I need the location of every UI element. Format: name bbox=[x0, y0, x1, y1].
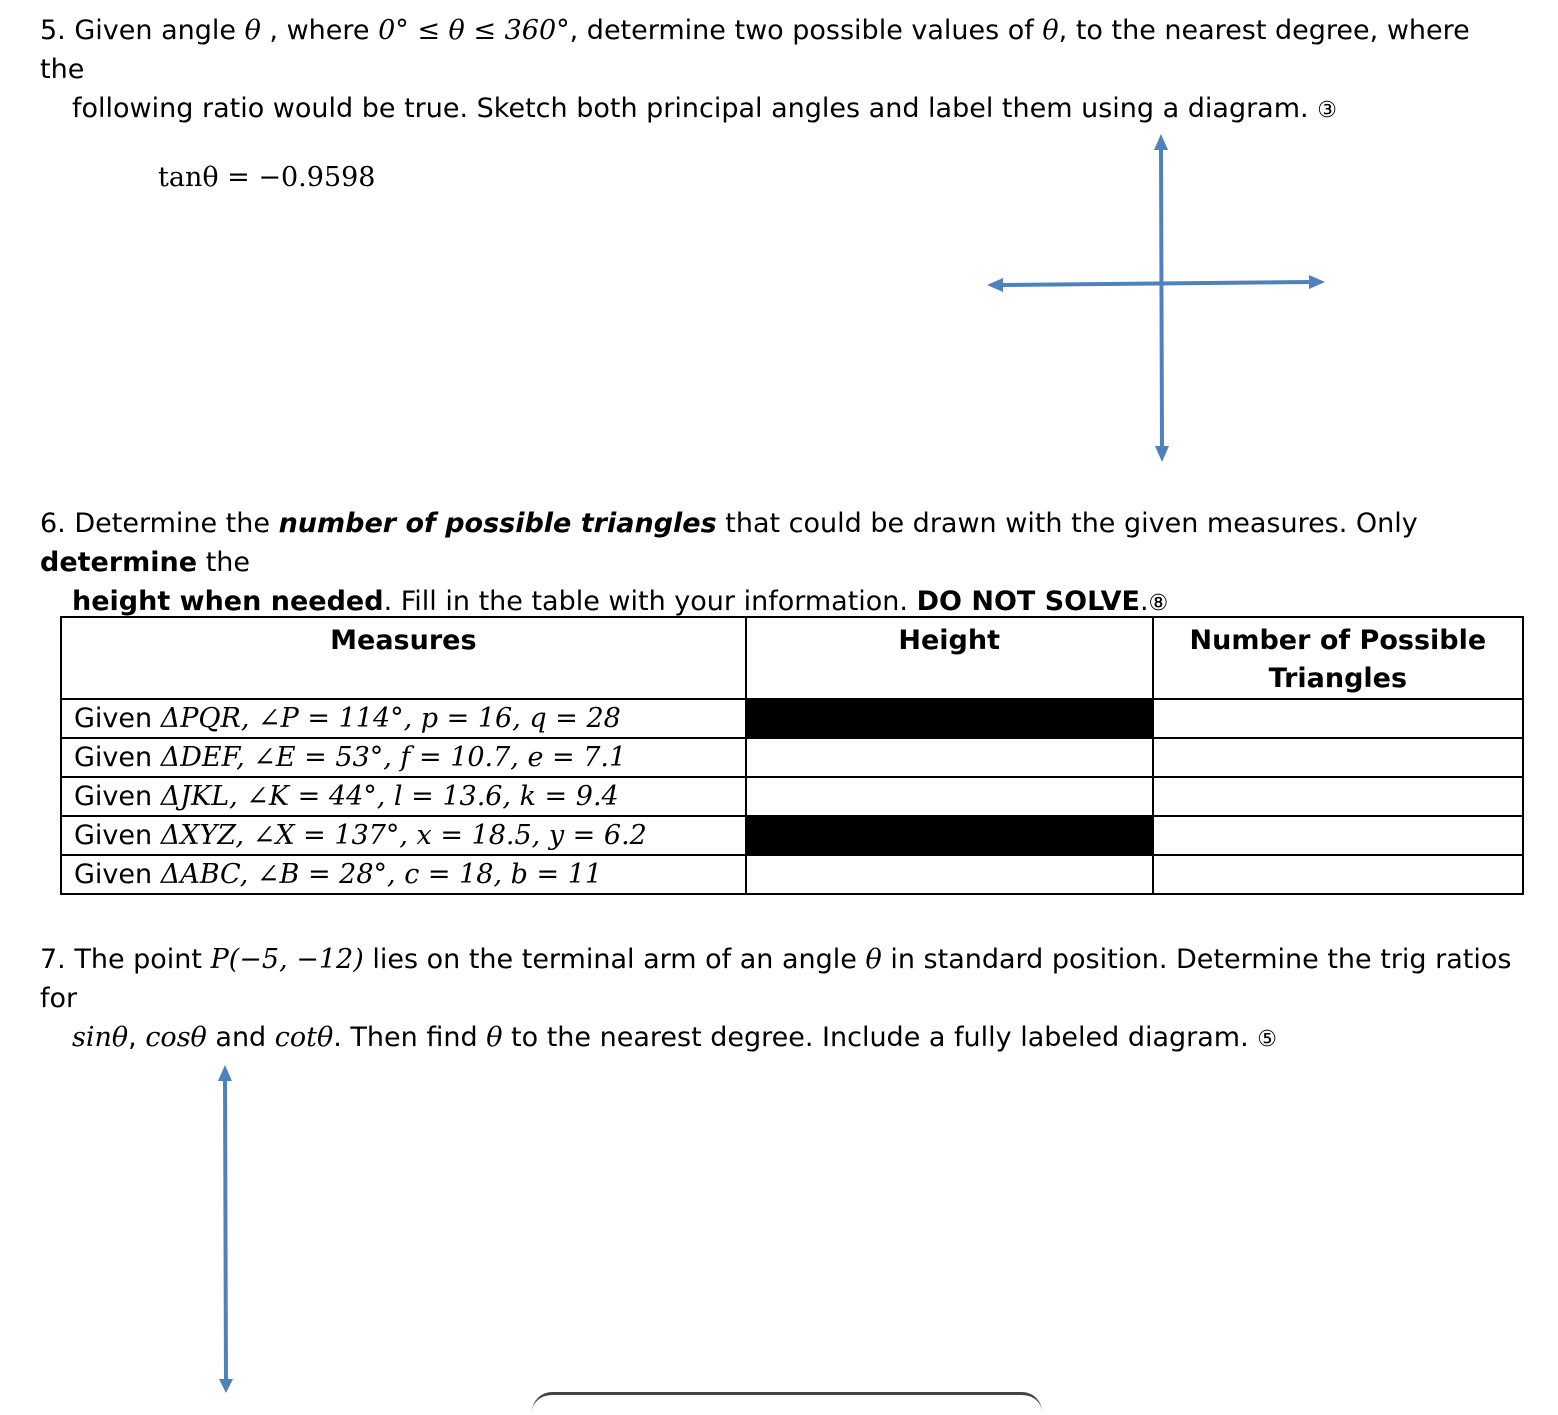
q6-text: . bbox=[1139, 586, 1149, 617]
question-number: 5. bbox=[40, 15, 66, 46]
question-5 bbox=[40, 11, 1520, 130]
measure-cell bbox=[61, 816, 746, 855]
measure-value: ΔJKL, ∠K = 44°, l = 13.6, k = 9.4 bbox=[160, 781, 619, 812]
q7-text: and bbox=[206, 1022, 275, 1053]
height-cell-shaded bbox=[746, 699, 1153, 738]
x-axis-arrow-right bbox=[1309, 275, 1325, 289]
given-label: Given bbox=[74, 703, 161, 734]
marks-badge: ⑧ bbox=[1148, 591, 1169, 616]
given-label: Given bbox=[74, 820, 161, 851]
question-6-line-1 bbox=[40, 504, 1520, 582]
y-axis bbox=[225, 1080, 226, 1386]
theta-symbol: θ bbox=[1042, 15, 1059, 46]
given-label: Given bbox=[74, 742, 161, 773]
angle-range: 0° ≤ θ ≤ 360° bbox=[378, 15, 570, 46]
emphasis-text: number of possible triangles bbox=[278, 508, 717, 539]
q5-text: following ratio would be true. Sketch both principal angles and label them using a diagram. bbox=[72, 93, 1318, 124]
bold-text: DO NOT SOLVE bbox=[916, 586, 1140, 617]
question-7 bbox=[40, 940, 1520, 1059]
question-5-line-2 bbox=[40, 89, 1520, 130]
x-axis bbox=[48, 1058, 66, 1415]
point-coordinates: P(−5, −12) bbox=[210, 944, 364, 975]
bold-text: determine bbox=[40, 547, 198, 578]
table-row bbox=[61, 777, 1523, 816]
measure-cell bbox=[61, 699, 746, 738]
q5-text: , to the nearest degree, where the bbox=[40, 15, 1470, 85]
height-cell-shaded bbox=[746, 816, 1153, 855]
question-6 bbox=[40, 504, 1520, 623]
q7-text: , bbox=[128, 1022, 146, 1053]
q7-text: in standard position. Determine the trig ratios for bbox=[40, 944, 1512, 1014]
page-edge-bar bbox=[532, 1392, 1042, 1415]
tan-equation: tanθ = −0.9598 bbox=[158, 162, 376, 193]
q7-text: to the nearest degree. Include a fully labeled diagram. bbox=[502, 1022, 1258, 1053]
q5-text: , determine two possible values of bbox=[569, 15, 1043, 46]
answer-cell[interactable] bbox=[1153, 816, 1523, 855]
header-number-of-triangles: Number of Possible Triangles bbox=[1153, 617, 1523, 699]
given-label: Given bbox=[74, 859, 161, 890]
theta-symbol: θ bbox=[865, 944, 882, 975]
triangles-table bbox=[60, 616, 1524, 895]
y-axis-arrow-up bbox=[1154, 134, 1168, 150]
answer-cell[interactable] bbox=[1153, 855, 1523, 894]
y-axis-arrow-down bbox=[219, 1379, 233, 1393]
cot-ratio: cotθ bbox=[274, 1022, 334, 1053]
q7-text: lies on the terminal arm of an angle bbox=[363, 944, 866, 975]
given-label: Given bbox=[74, 781, 161, 812]
theta-symbol: θ bbox=[486, 1022, 503, 1053]
header-height: Height bbox=[746, 617, 1153, 699]
q6-text: Determine the bbox=[65, 508, 279, 539]
height-cell[interactable] bbox=[746, 738, 1153, 777]
table-row bbox=[61, 855, 1523, 894]
measure-cell bbox=[61, 738, 746, 777]
measure-value: ΔDEF, ∠E = 53°, f = 10.7, e = 7.1 bbox=[160, 742, 627, 773]
q7-axes-diagram bbox=[48, 1060, 398, 1399]
answer-cell[interactable] bbox=[1153, 738, 1523, 777]
table-row bbox=[61, 816, 1523, 855]
theta-symbol: θ bbox=[244, 15, 261, 46]
measure-value: ΔPQR, ∠P = 114°, p = 16, q = 28 bbox=[160, 703, 621, 734]
answer-cell[interactable] bbox=[1153, 699, 1523, 738]
q6-text: the bbox=[197, 547, 251, 578]
q6-text: . Fill in the table with your information. bbox=[383, 586, 917, 617]
x-axis bbox=[1001, 282, 1311, 285]
header-measures: Measures bbox=[61, 617, 746, 699]
q6-text: that could be drawn with the given measures. Only bbox=[716, 508, 1418, 539]
table-row bbox=[61, 699, 1523, 738]
q7-text: . Then find bbox=[333, 1022, 487, 1053]
q7-text: The point bbox=[65, 944, 211, 975]
marks-badge: ⑤ bbox=[1257, 1027, 1278, 1052]
height-cell[interactable] bbox=[746, 855, 1153, 894]
q5-text: Given angle bbox=[74, 15, 245, 46]
table-header-row bbox=[61, 617, 1523, 699]
marks-badge: ③ bbox=[1317, 98, 1337, 123]
y-axis bbox=[1161, 148, 1162, 448]
y-axis-arrow-up bbox=[218, 1065, 232, 1081]
question-7-line-1 bbox=[40, 940, 1520, 1018]
measure-value: ΔABC, ∠B = 28°, c = 18, b = 11 bbox=[160, 859, 603, 890]
question-number: 6. bbox=[40, 508, 66, 539]
answer-cell[interactable] bbox=[1153, 777, 1523, 816]
question-7-line-2 bbox=[40, 1018, 1520, 1059]
sin-ratio: sinθ bbox=[72, 1022, 129, 1053]
cos-ratio: cosθ bbox=[145, 1022, 207, 1053]
height-cell[interactable] bbox=[746, 777, 1153, 816]
y-axis-arrow-down bbox=[1155, 446, 1169, 462]
question-5-line-1 bbox=[40, 11, 1520, 89]
table-row bbox=[61, 738, 1523, 777]
measure-cell bbox=[61, 855, 746, 894]
measure-cell bbox=[61, 777, 746, 816]
x-axis-arrow-left bbox=[987, 278, 1003, 292]
q5-axes-diagram bbox=[985, 128, 1335, 468]
bold-text: height when needed bbox=[72, 586, 384, 617]
measure-value: ΔXYZ, ∠X = 137°, x = 18.5, y = 6.2 bbox=[160, 820, 647, 851]
question-number: 7. bbox=[40, 944, 66, 975]
q5-text: , where bbox=[260, 15, 379, 46]
